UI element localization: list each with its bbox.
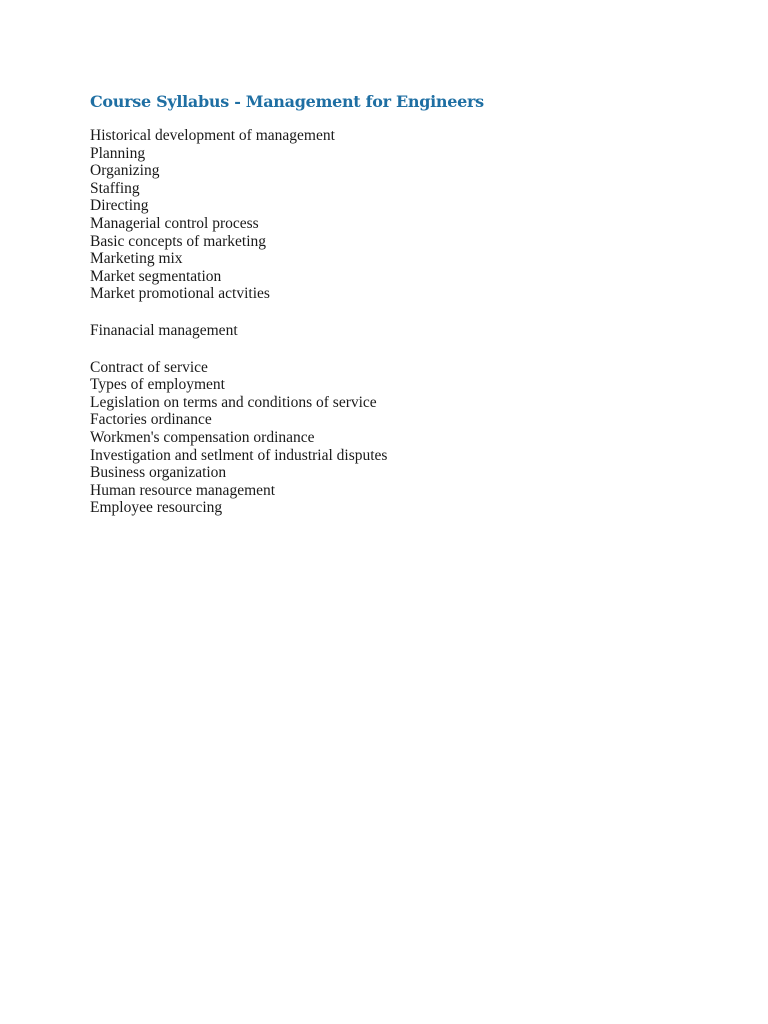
list-item: Factories ordinance [90,411,212,429]
list-item: Basic concepts of marketing [90,232,267,250]
list-item: Types of employment [90,376,225,394]
list-item: Marketing mix [90,250,183,268]
list-item: Investigation and setlment of industrial disputes [90,446,388,464]
list-item: Historical development of management [90,127,335,144]
list-item: Human resource management [90,481,276,499]
list-item: Business organization [90,464,227,482]
list-item: Workmen's compensation ordinance [90,428,315,446]
list-item: Employee resourcing [90,499,223,517]
list-item: Managerial control process [90,214,259,232]
list-item: Legislation on terms and conditions of service [90,393,377,411]
list-item: Finanacial management [90,321,238,339]
topic-group-employment [90,359,690,517]
list-item: Organizing [90,162,160,180]
list-item: Contract of service [90,358,208,376]
list-item: Market segmentation [90,267,222,285]
list-item: Staffing [90,179,140,197]
topic-group-finance [90,322,690,340]
list-item: Planning [90,144,146,162]
page-title: Course Syllabus - Management for Engineers [90,92,484,111]
syllabus-content [90,90,690,536]
list-item: Directing [90,197,149,215]
list-item: Market promotional actvities [90,285,270,303]
topic-group-core [90,127,690,303]
